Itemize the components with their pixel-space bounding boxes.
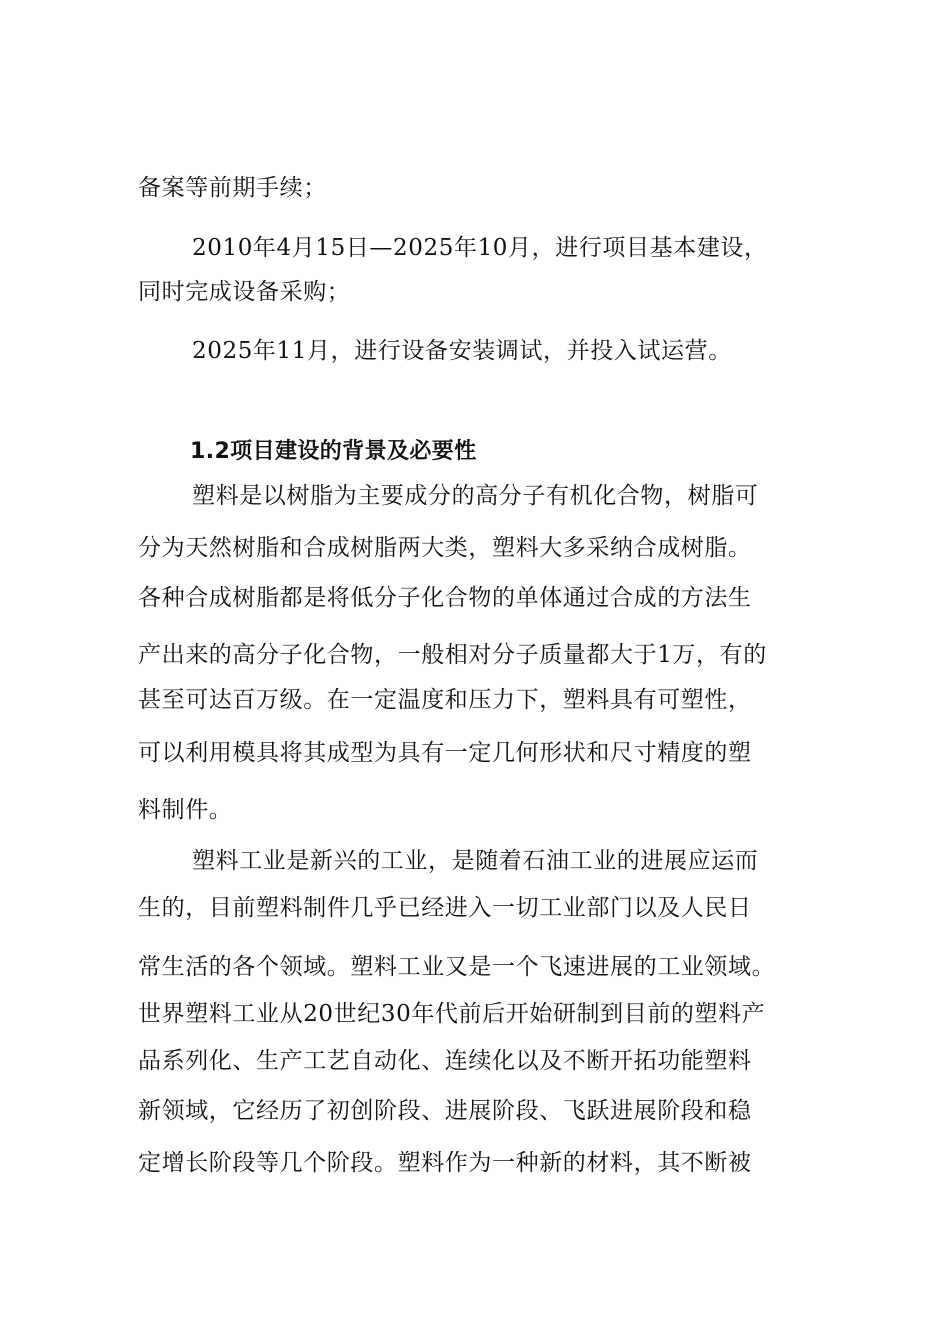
paragraph-line: 塑料是以树脂为主要成分的高分子有机化合物，树脂可 (192, 483, 759, 509)
text-line: 同时完成设备采购； (138, 279, 351, 305)
paragraph-line: 产出来的高分子化合物，一般相对分子质量都大于1万，有的 (138, 642, 767, 668)
section-heading: 1.2项目建设的背景及必要性 (190, 439, 477, 464)
paragraph-line: 甚至可达百万级。在一定温度和压力下，塑料具有可塑性， (138, 687, 752, 713)
paragraph-line: 料制件。 (138, 797, 233, 823)
paragraph-line: 可以利用模具将其成型为具有一定几何形状和尺寸精度的塑 (138, 740, 752, 766)
paragraph-line: 新领域，它经历了初创阶段、进展阶段、飞跃进展阶段和稳 (138, 1098, 752, 1124)
paragraph-line: 品系列化、生产工艺自动化、连续化以及不断开拓功能塑料 (138, 1048, 752, 1074)
paragraph-line: 各种合成树脂都是将低分子化合物的单体通过合成的方法生 (138, 585, 752, 611)
paragraph-line: 分为天然树脂和合成树脂两大类，塑料大多采纳合成树脂。 (138, 535, 752, 561)
paragraph-line: 世界塑料工业从20世纪30年代前后开始研制到目前的塑料产 (138, 1001, 766, 1027)
paragraph-line: 定增长阶段等几个阶段。塑料作为一种新的材料，其不断被 (138, 1150, 752, 1176)
paragraph-line: 生的，目前塑料制件几乎已经进入一切工业部门以及人民日 (138, 895, 752, 921)
text-line: 备案等前期手续； (138, 175, 327, 201)
paragraph-line: 塑料工业是新兴的工业，是随着石油工业的进展应运而 (192, 848, 759, 874)
text-line: 2010年4月15日—2025年10月，进行项目基本建设， (192, 235, 768, 261)
paragraph-line: 常生活的各个领域。塑料工业又是一个飞速进展的工业领域。 (138, 954, 776, 980)
text-line: 2025年11月，进行设备安装调试，并投入试运营。 (192, 338, 732, 364)
